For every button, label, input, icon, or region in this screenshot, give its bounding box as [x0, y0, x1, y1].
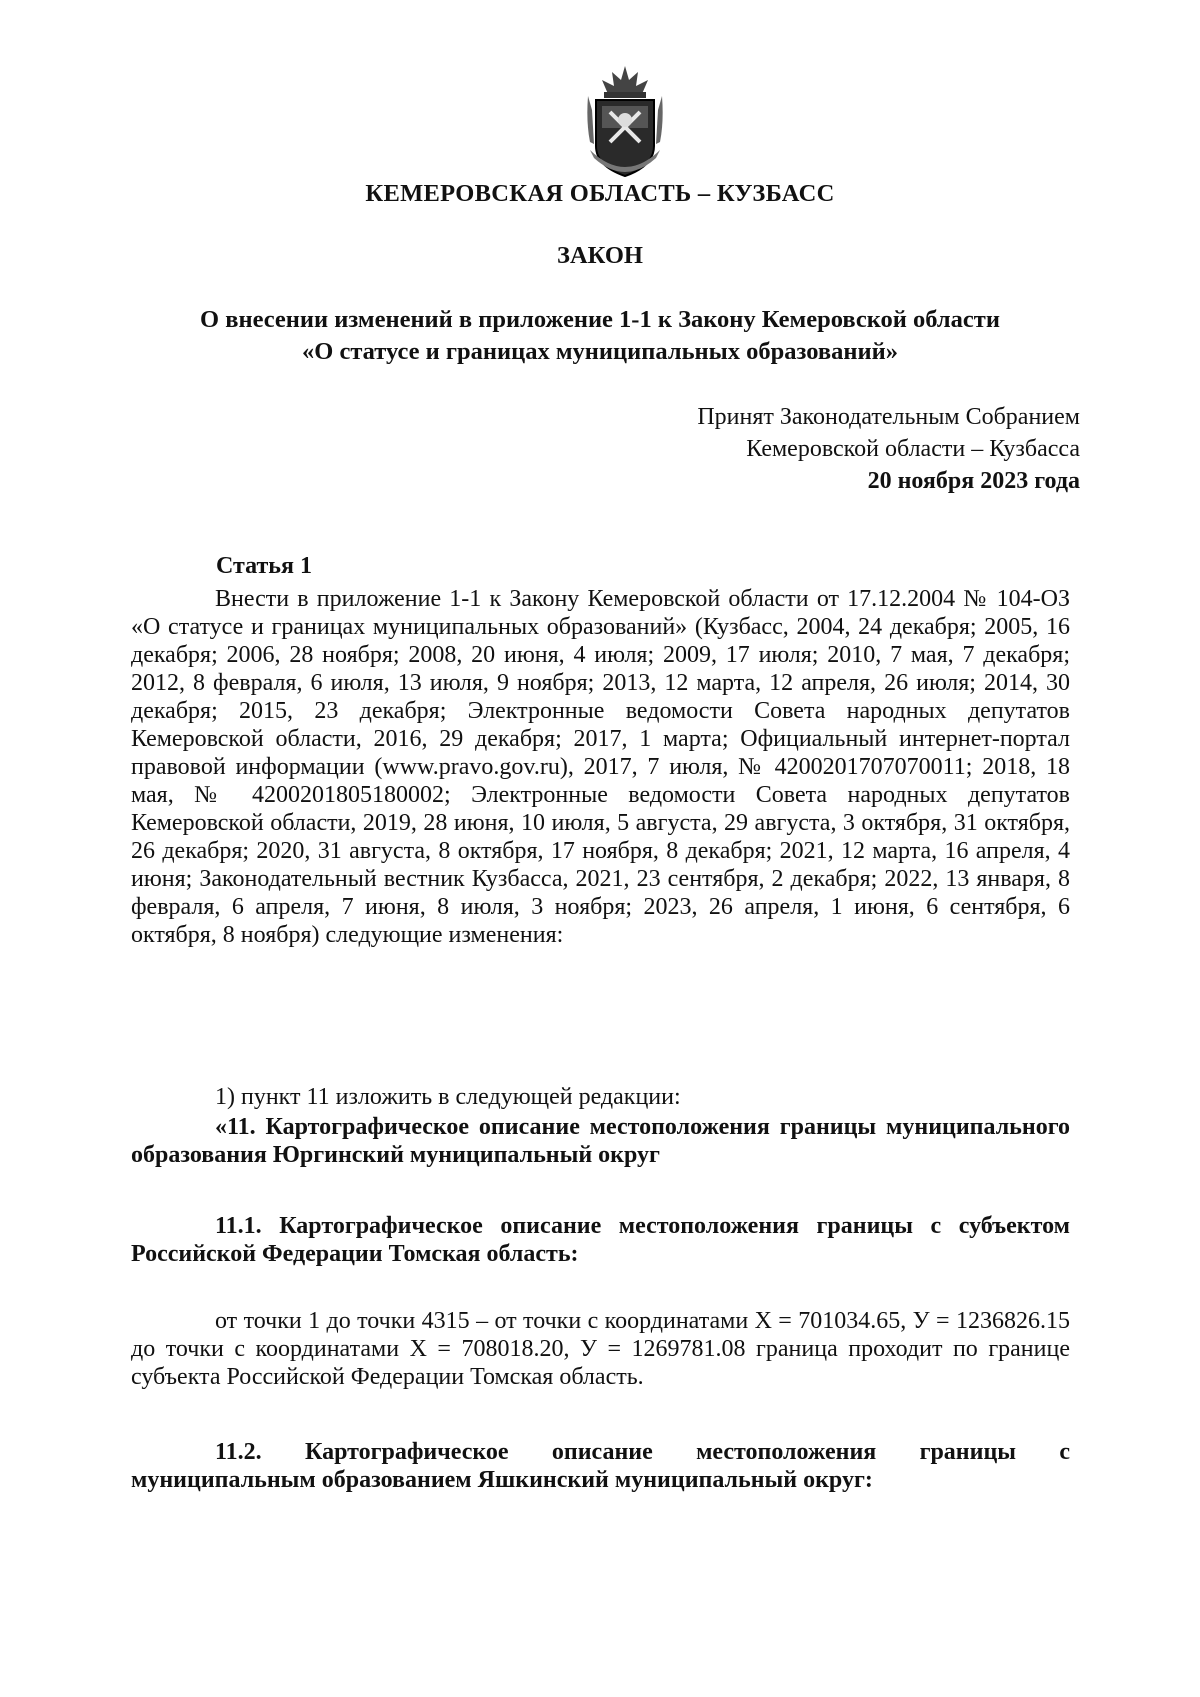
- article-paragraph: Внести в приложение 1-1 к Закону Кемеровской области от 17.12.2004 № 104-ОЗ «О статусе и границах муниципальных образований» (Кузбасс, 2004, 24 декабря; 2005, 16 декабря; 2006, 28 ноября; 2008, 20 июня, 4 июля; 2009, 17 июля; 2010, 7 мая, 7 декабря; 2012, 8 февраля, 6 июля, 13 июля, 9 ноября; 2013, 12 марта, 12 апреля, 26 июля; 2014, 30 декабря; 2015, 23 декабря; Электронные ведомости Совета народных депутатов Кемеровской области, 2016, 29 декабря; 2017, 1 марта; Официальный интернет-портал правовой информации (www.pravo.gov.ru), 2017, 7 июля, № 4200201707070011; 2018, 18 мая, № 4200201805180002; Электронные ведомости Совета народных депутатов Кемеровской области, 2019, 28 июня, 10 июля, 5 августа, 29 августа, 3 октября, 31 октября, 26 декабря; 2020, 31 августа, 8 октября, 17 ноября, 8 декабря; 2021, 12 марта, 16 апреля, 4 июня; Законодательный вестник Кузбасса, 2021, 23 сентября, 2 декабря; 2022, 13 января, 8 февраля, 6 апреля, 7 июня, 8 июля, 3 ноября; 2023, 26 апреля, 1 июня, 6 сентября, 6 октября, 8 ноября) следующие изменения:: [131, 586, 1070, 948]
- law-title-line-2: «О статусе и границах муниципальных образований»: [302, 338, 898, 365]
- adoption-date: 20 ноября 2023 года: [867, 468, 1080, 494]
- amendment-item-1: 1) пункт 11 изложить в следующей редакции:: [215, 1084, 681, 1110]
- adoption-block: [560, 401, 1080, 497]
- document-type: ЗАКОН: [557, 242, 643, 269]
- emblem-icon: [580, 62, 670, 186]
- law-title: [120, 304, 1080, 368]
- section-11-1-heading: 11.1. Картографическое описание местоположения границы с субъектом Российской Федерации Томская область:: [131, 1213, 1070, 1267]
- section-11-1-text: от точки 1 до точки 4315 – от точки с координатами Х = 701034.65, У = 1236826.15 до точки с координатами Х = 708018.20, У = 1269781.08 граница проходит по границе субъекта Российской Федерации Томская область.: [131, 1308, 1070, 1390]
- article-label: Статья 1: [216, 553, 312, 579]
- adoption-line-2: Кемеровской области – Кузбасса: [746, 436, 1080, 462]
- section-11-2-heading: 11.2. Картографическое описание местоположения границы с муниципальным образованием Яшкинский муниципальный округ:: [131, 1439, 1070, 1493]
- section-11-heading: «11. Картографическое описание местоположения границы муниципального образования Юргинский муниципальный округ: [131, 1114, 1070, 1168]
- coat-of-arms-emblem: [580, 62, 670, 186]
- adoption-line-1: Принят Законодательным Собранием: [697, 404, 1080, 430]
- law-title-line-1: О внесении изменений в приложение 1-1 к Закону Кемеровской области: [200, 306, 1000, 333]
- region-heading: КЕМЕРОВСКАЯ ОБЛАСТЬ – КУЗБАСС: [365, 180, 835, 207]
